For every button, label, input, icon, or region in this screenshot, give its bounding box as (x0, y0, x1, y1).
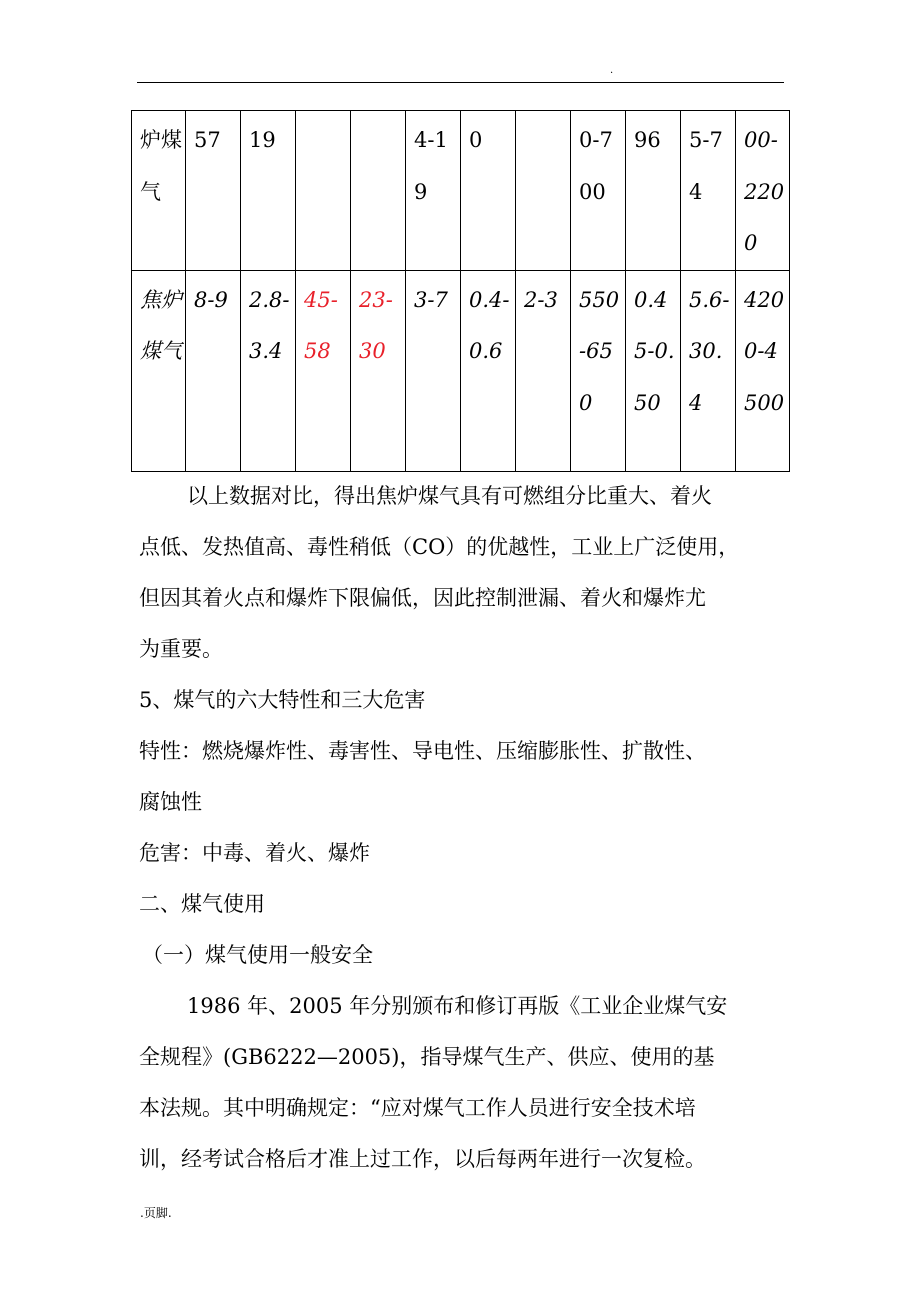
body-paragraph-line: 为重要。 (139, 637, 223, 661)
section-heading: 5、煤气的六大特性和三大危害 (139, 688, 426, 712)
body-paragraph-line: 本法规。其中明确规定：“应对煤气工作人员进行安全技术培 (139, 1096, 696, 1120)
table-cell: 00-2200 (736, 111, 790, 271)
body-paragraph-line: 但因其着火点和爆炸下限偏低，因此控制泄漏、着火和爆炸尤 (139, 586, 706, 610)
header-dot: . (610, 65, 614, 76)
table-cell (351, 111, 406, 271)
table-cell: 4-19 (406, 111, 461, 271)
highlighted-cell: 23-30 (351, 270, 406, 471)
gas-composition-table (131, 110, 790, 472)
chapter-heading: 二、煤气使用 (139, 892, 265, 916)
header-rule (137, 82, 784, 83)
properties-line: 腐蚀性 (139, 790, 202, 814)
body-paragraph-line: 训，经考试合格后才准上过工作，以后每两年进行一次复检。 (139, 1147, 706, 1171)
table-cell: 2.8-3.4 (241, 270, 296, 471)
highlighted-cell: 45-58 (296, 270, 351, 471)
table-cell: 2-3 (516, 270, 571, 471)
table-cell: 5.6-30.4 (681, 270, 736, 471)
table-cell: 19 (241, 111, 296, 271)
table-cell: 4200-4500 (736, 270, 790, 471)
subsection-heading: （一）煤气使用一般安全 (142, 943, 373, 967)
table-cell: 0.45-0.50 (626, 270, 681, 471)
table-cell: 0-700 (571, 111, 626, 271)
page-footer: .页脚. (140, 1206, 172, 1220)
table-cell (296, 111, 351, 271)
body-paragraph-line: 点低、发热值高、毒性稍低（CO）的优越性，工业上广泛使用， (139, 535, 740, 559)
table-cell: 96 (626, 111, 681, 271)
body-paragraph-line: 全规程》(GB6222—2005)，指导煤气生产、供应、使用的基 (139, 1045, 715, 1069)
properties-line: 特性：燃烧爆炸性、毒害性、导电性、压缩膨胀性、扩散性、 (139, 739, 706, 763)
row-label-cell: 焦炉煤气 (132, 270, 186, 471)
body-paragraph-line: 1986 年、2005 年分别颁布和修订再版《工业企业煤气安 (187, 994, 728, 1018)
table-row (132, 270, 790, 471)
table-cell: 8-9 (186, 270, 241, 471)
table-cell: 57 (186, 111, 241, 271)
table-cell (516, 111, 571, 271)
table-cell: 0.4-0.6 (461, 270, 516, 471)
body-paragraph-line: 以上数据对比，得出焦炉煤气具有可燃组分比重大、着火 (187, 484, 712, 508)
table-cell: 3-7 (406, 270, 461, 471)
table-cell: 5-74 (681, 111, 736, 271)
table-row (132, 111, 790, 271)
table-cell: 550-650 (571, 270, 626, 471)
row-label-cell: 炉煤气 (132, 111, 186, 271)
hazards-line: 危害：中毒、着火、爆炸 (139, 841, 370, 865)
table-cell: 0 (461, 111, 516, 271)
